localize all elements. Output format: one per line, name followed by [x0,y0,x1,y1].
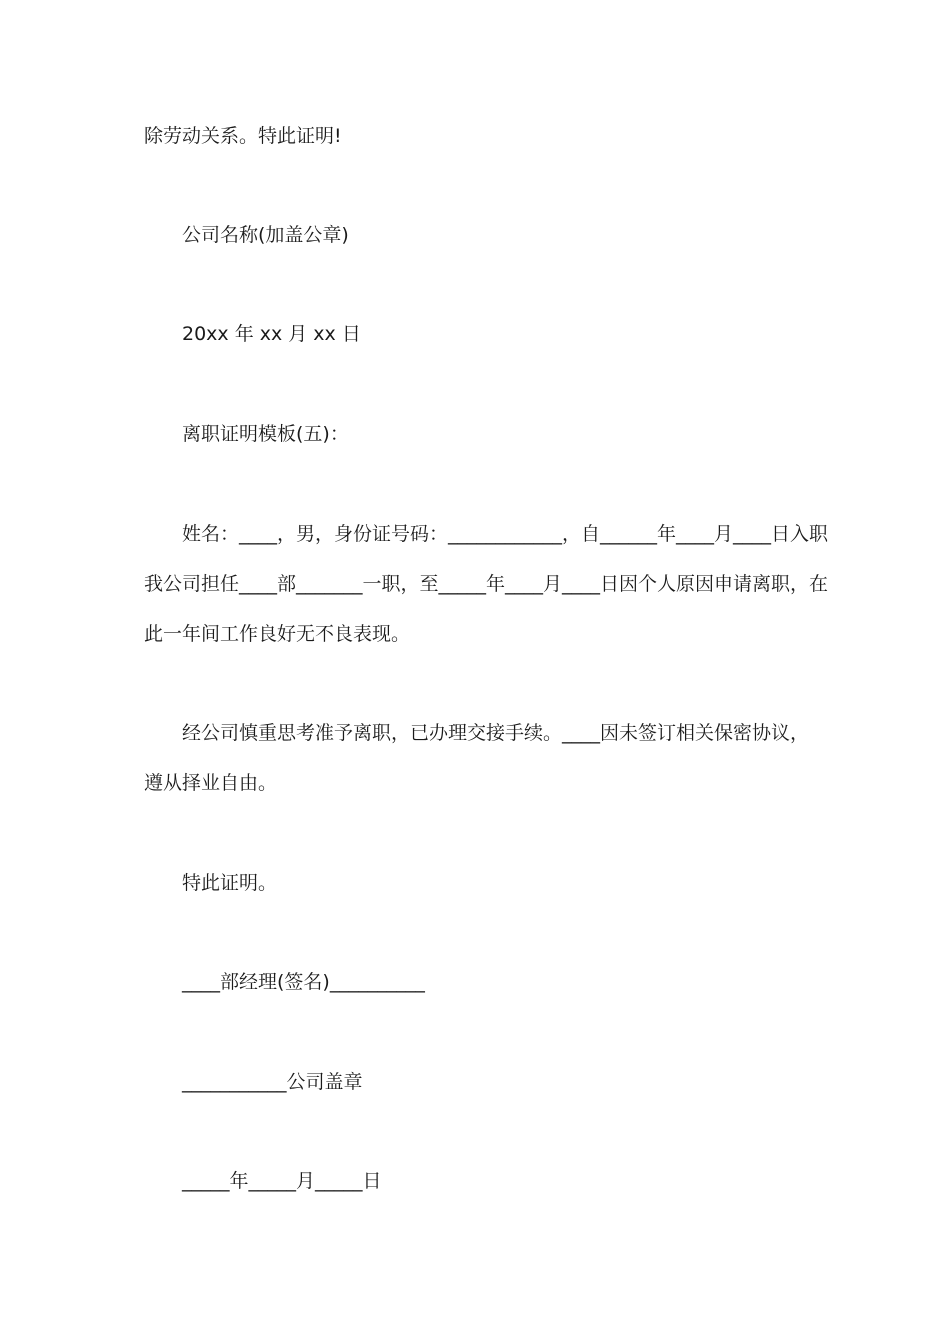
text-line-date: 20xx 年 xx 月 xx 日 [182,323,361,345]
text-line-company-stamp: ___________公司盖章 [182,1071,363,1093]
text-line-certification: 特此证明。 [182,872,278,894]
text-line-name-id: 姓名：____，男，身份证号码：____________，自______年____月____日入职 [182,523,829,545]
text-line-performance: 此一年间工作良好无不良表现。 [144,623,411,645]
text-line-sign-date: _____年_____月_____日 [182,1170,382,1192]
text-line-company-seal: 公司名称(加盖公章) [182,224,349,246]
text-line-position: 我公司担任____部_______一职，至_____年____月____日因个人原因申请离职，在 [144,573,829,595]
section-heading-template-five: 离职证明模板(五)： [182,423,349,445]
text-line-closing-relation: 除劳动关系。特此证明! [144,125,342,147]
text-line-approval: 经公司慎重思考准予离职，已办理交接手续。____因未签订相关保密协议， [182,722,810,744]
text-line-manager-signature: ____部经理(签名)__________ [182,971,425,993]
text-line-freedom: 遵从择业自由。 [144,772,278,794]
